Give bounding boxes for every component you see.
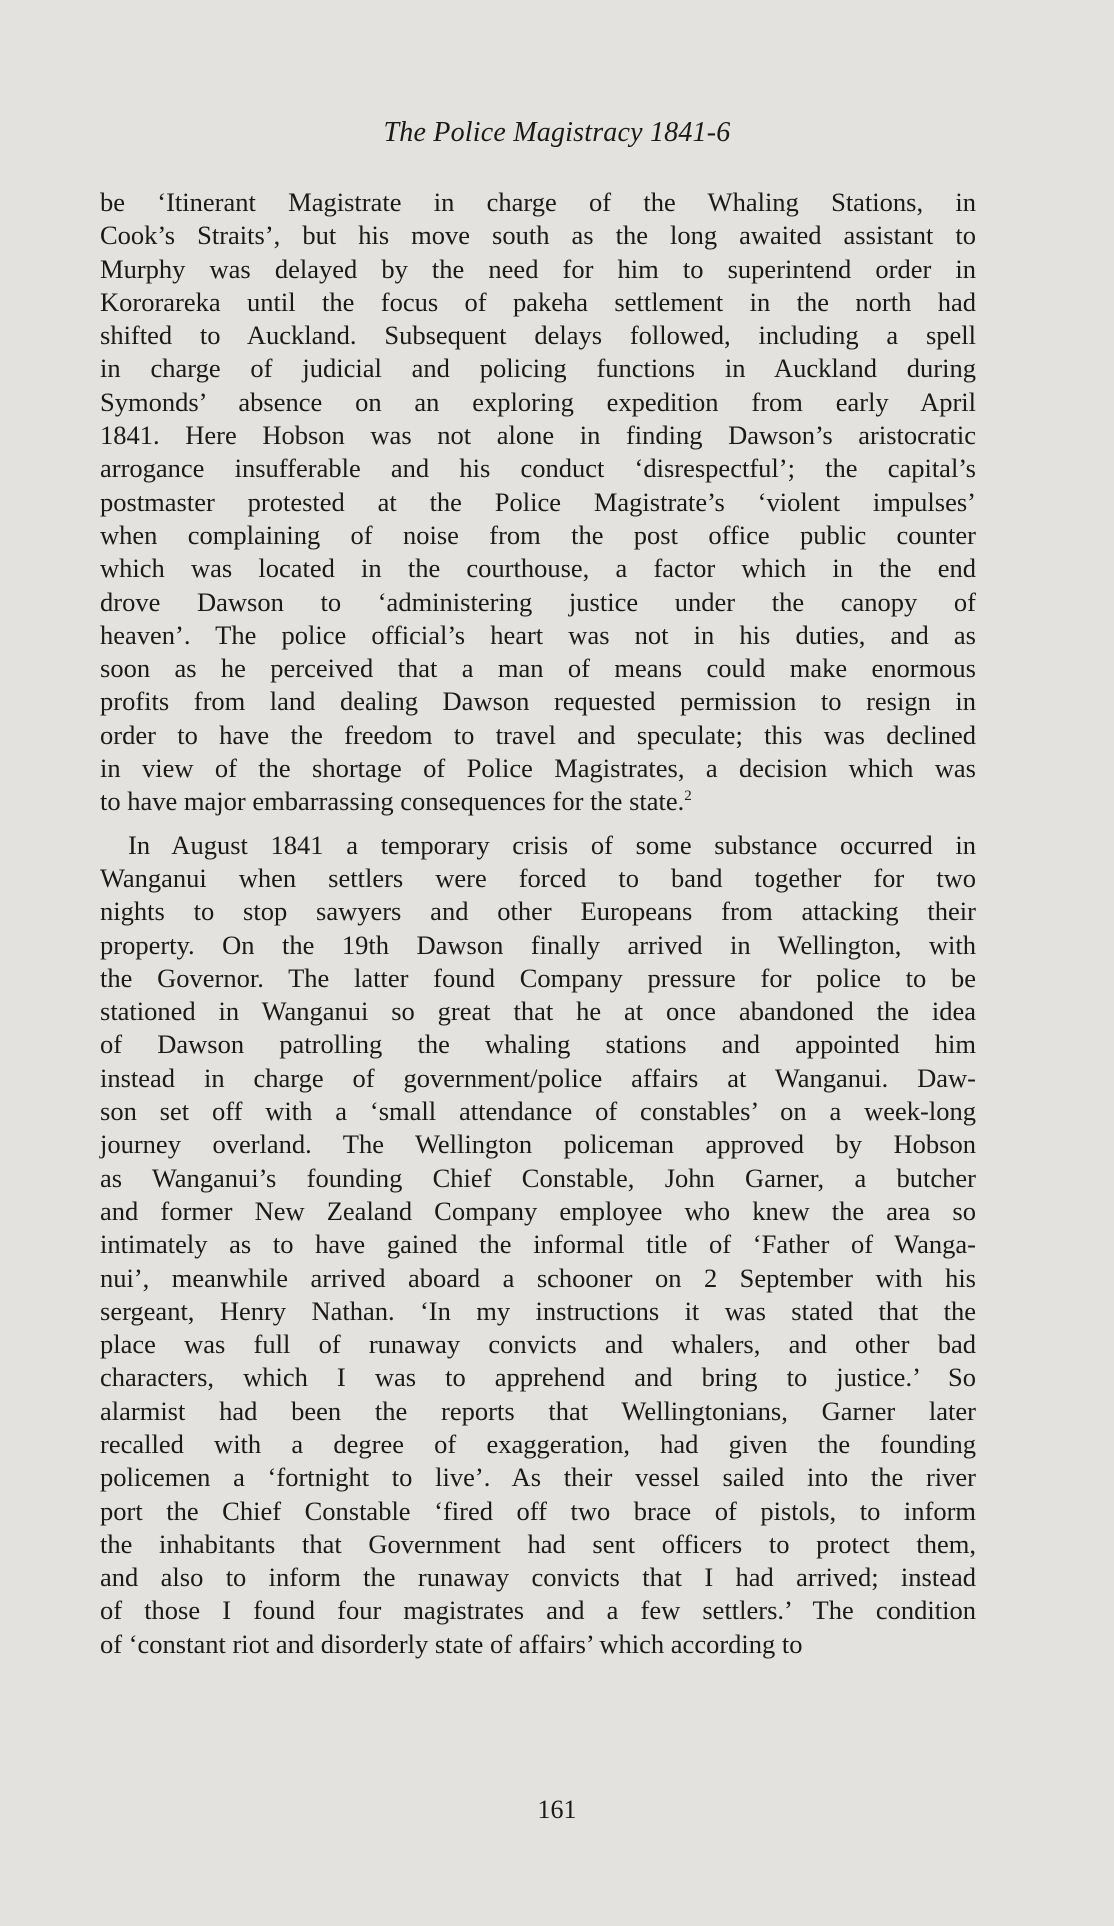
text-line: of Dawson patrolling the whaling stations and appointed him	[100, 1029, 976, 1060]
text-line: order to have the freedom to travel and speculate; this was declined	[100, 719, 976, 750]
text-line: profits from land dealing Dawson requested permission to resign in	[100, 686, 976, 717]
text-line: Symonds’ absence on an exploring expedition from early April	[100, 386, 976, 417]
text-line: journey overland. The Wellington policeman approved by Hobson	[100, 1129, 976, 1160]
text-line: Murphy was delayed by the need for him to superintend order in	[100, 253, 976, 284]
text-line: drove Dawson to ‘administering justice under the canopy of	[100, 586, 976, 617]
text-line: nui’, meanwhile arrived aboard a schooner on 2 September with his	[100, 1262, 976, 1293]
text-line: nights to stop sawyers and other Europeans from attacking their	[100, 896, 976, 927]
running-head: The Police Magistracy 1841-6	[383, 117, 731, 148]
text-line: and also to inform the runaway convicts that I had arrived; instead	[100, 1562, 976, 1593]
text-line: port the Chief Constable ‘fired off two brace of pistols, to inform	[100, 1495, 976, 1526]
text-line: the Governor. The latter found Company pressure for police to be	[100, 962, 976, 993]
text-line: Wanganui when settlers were forced to band together for two	[100, 862, 976, 893]
text-line: place was full of runaway convicts and whalers, and other bad	[100, 1329, 976, 1360]
text-line: arrogance insufferable and his conduct ‘disrespectful’; the capital’s	[100, 453, 976, 484]
text-line: stationed in Wanganui so great that he at once abandoned the idea	[100, 996, 976, 1027]
text-line: and former New Zealand Company employee who knew the area so	[100, 1195, 976, 1226]
text-line: in view of the shortage of Police Magistrates, a decision which was	[100, 753, 976, 784]
footnote-marker: 2	[684, 788, 692, 805]
text-line: Kororareka until the focus of pakeha settlement in the north had	[100, 286, 976, 317]
text-line: In August 1841 a temporary crisis of some substance occurred in	[128, 829, 976, 860]
page-number: 161	[537, 1795, 577, 1824]
text-line: which was located in the courthouse, a factor which in the end	[100, 553, 976, 584]
text-line: 1841. Here Hobson was not alone in finding Dawson’s aristocratic	[100, 420, 976, 451]
paragraph	[100, 186, 976, 819]
text-line: son set off with a ‘small attendance of constables’ on a week-long	[100, 1096, 976, 1127]
text-line: as Wanganui’s founding Chief Constable, John Garner, a butcher	[100, 1162, 976, 1193]
text-line: postmaster protested at the Police Magistrate’s ‘violent impulses’	[100, 486, 976, 517]
text-line: characters, which I was to apprehend and bring to justice.’ So	[100, 1362, 976, 1393]
text-line: intimately as to have gained the informal title of ‘Father of Wanga-	[100, 1229, 976, 1260]
text-line: to have major embarrassing consequences for the state.$^2$	[100, 786, 692, 817]
body-text	[100, 186, 976, 1661]
text-line: when complaining of noise from the post office public counter	[100, 519, 976, 550]
text-line: of ‘constant riot and disorderly state of affairs’ which according to	[100, 1628, 803, 1659]
text-line: soon as he perceived that a man of means could make enormous	[100, 653, 976, 684]
text-line: instead in charge of government/police affairs at Wanganui. Daw-	[100, 1062, 976, 1093]
text-line: of those I found four magistrates and a few settlers.’ The condition	[100, 1595, 976, 1626]
paragraph	[100, 829, 976, 1661]
text-line: be ‘Itinerant Magistrate in charge of the Whaling Stations, in	[100, 187, 976, 217]
text-line: alarmist had been the reports that Wellingtonians, Garner later	[100, 1395, 976, 1426]
text-line: shifted to Auckland. Subsequent delays followed, including a spell	[100, 320, 976, 351]
text-line: policemen a ‘fortnight to live’. As their vessel sailed into the river	[100, 1462, 976, 1493]
text-line: Cook’s Straits’, but his move south as the long awaited assistant to	[100, 220, 976, 251]
text-line: in charge of judicial and policing functions in Auckland during	[100, 353, 976, 384]
text-line: recalled with a degree of exaggeration, had given the founding	[100, 1428, 976, 1459]
text-line: sergeant, Henry Nathan. ‘In my instructions it was stated that the	[100, 1295, 976, 1326]
text-line: property. On the 19th Dawson finally arrived in Wellington, with	[100, 929, 976, 960]
text-line: the inhabitants that Government had sent officers to protect them,	[100, 1528, 976, 1559]
text-line: heaven’. The police official’s heart was not in his duties, and as	[100, 619, 976, 650]
